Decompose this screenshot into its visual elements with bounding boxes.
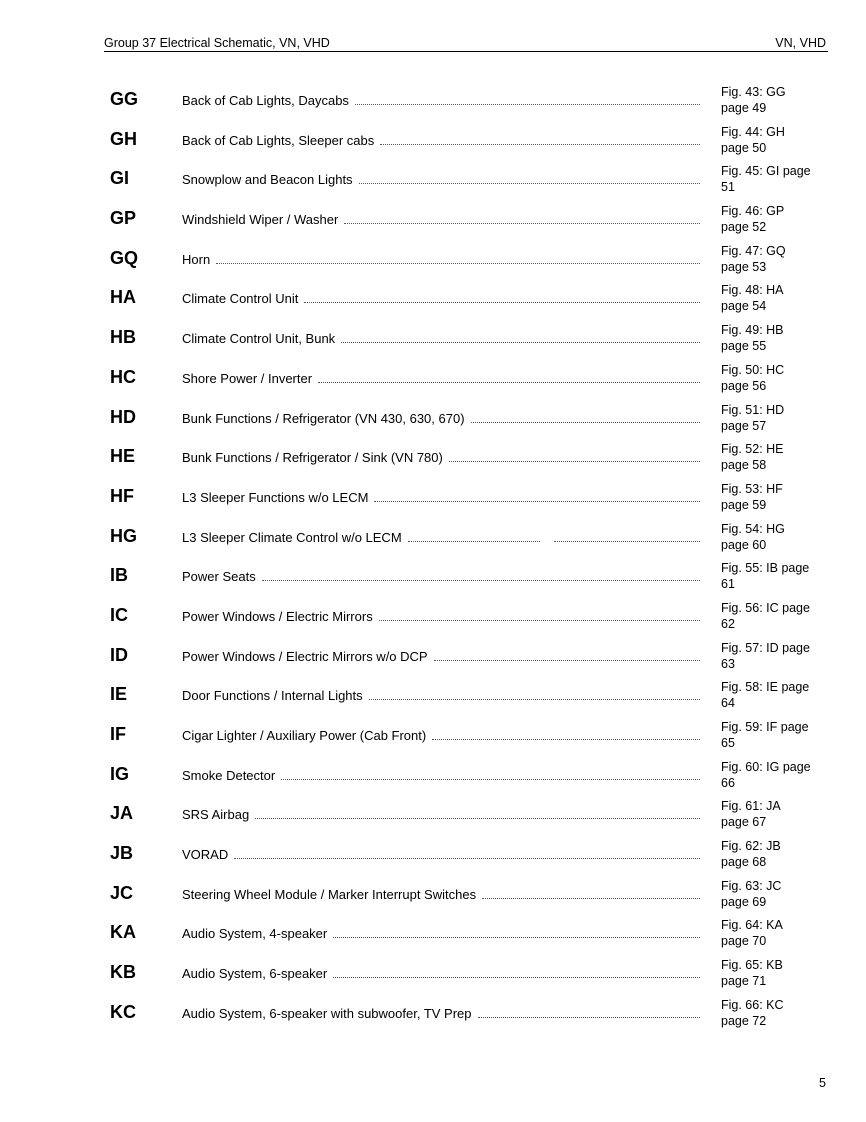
entry-code: GI [110,168,130,189]
entry-title-line [182,966,700,981]
figure-page: page 72 [721,1013,767,1028]
dot-leader [216,253,700,264]
figure-reference[interactable] [721,203,821,235]
entry-title[interactable]: Power Windows / Electric Mirrors w/o DCP [182,648,428,664]
figure-page: 51 [721,180,735,195]
dot-leader [471,412,700,423]
entry-title[interactable]: Smoke Detector [182,767,276,783]
toc-entry[interactable] [0,835,866,875]
figure-label: Fig. 61: JA [721,799,781,814]
entry-title[interactable]: Bunk Functions / Refrigerator / Sink (VN 780) [182,450,443,466]
entry-title-line [182,768,700,783]
figure-reference[interactable] [721,838,821,870]
figure-page: 63 [721,656,735,671]
dot-leader [482,888,700,899]
dot-leader [255,808,700,819]
entry-title-line [182,93,700,108]
entry-code: HA [110,287,136,308]
entry-code: JB [110,843,134,864]
toc-list [0,81,866,1034]
entry-title[interactable]: SRS Airbag [182,807,250,823]
figure-label: Fig. 64: KA [721,918,783,933]
toc-entry[interactable] [0,676,866,716]
figure-reference[interactable] [721,362,821,394]
entry-code: HF [110,485,134,506]
entry-code: KC [110,1001,136,1022]
figure-reference[interactable] [721,481,821,513]
entry-title-line [182,490,700,505]
figure-page: page 53 [721,259,767,274]
dot-leader [369,689,700,700]
entry-title[interactable]: Horn [182,251,211,267]
figure-page: page 52 [721,220,767,235]
figure-page: page 55 [721,339,767,354]
toc-entry[interactable] [0,160,866,200]
header-title: Group 37 Electrical Schematic, VN, VHD [104,36,330,50]
toc-entry[interactable] [0,81,866,121]
figure-reference[interactable] [721,560,821,592]
figure-label: Fig. 63: JC [721,878,782,893]
dot-leader [554,531,700,542]
entry-title-line [182,331,700,346]
toc-entry[interactable] [0,914,866,954]
entry-title-line [182,807,700,822]
toc-entry[interactable] [0,121,866,161]
entry-title[interactable]: Back of Cab Lights, Daycabs [182,93,349,108]
toc-entry[interactable] [0,279,866,319]
figure-reference[interactable] [721,243,821,275]
entry-title-line [182,172,700,187]
dot-leader [318,372,700,383]
entry-code: IB [110,565,128,586]
toc-entry[interactable] [0,518,866,558]
dot-leader [304,292,700,303]
figure-reference[interactable] [721,640,821,672]
figure-reference[interactable] [721,163,821,195]
figure-label: Fig. 45: GI page [721,164,811,179]
figure-label: Fig. 55: IB page [721,561,810,576]
entry-code: GP [110,208,137,229]
figure-label: Fig. 46: GP [721,204,785,219]
figure-label: Fig. 50: HC [721,362,785,377]
dot-leader [281,769,700,780]
entry-title-line [182,1006,700,1021]
entry-title-line [182,212,700,227]
entry-title-line [182,728,700,743]
toc-entry[interactable] [0,438,866,478]
entry-title[interactable]: Power Windows / Electric Mirrors [182,608,373,624]
figure-reference[interactable] [721,957,821,989]
figure-page: 62 [721,616,735,631]
entry-code: IG [110,763,130,784]
figure-label: Fig. 52: HE [721,442,784,457]
header-rule [104,51,828,52]
figure-page: page 69 [721,894,767,909]
toc-entry[interactable] [0,875,866,915]
entry-title[interactable]: Bunk Functions / Refrigerator (VN 430, 630, 670) [182,410,465,426]
figure-reference[interactable] [721,441,821,473]
figure-label: Fig. 65: KB [721,958,783,973]
toc-entry[interactable] [0,994,866,1034]
entry-code: JC [110,882,134,903]
figure-label: Fig. 58: IE page [721,680,810,695]
figure-reference[interactable] [721,521,821,553]
figure-page: page 50 [721,140,767,155]
figure-page: page 58 [721,458,767,473]
entry-code: IF [110,724,126,744]
entry-title[interactable]: Door Functions / Internal Lights [182,688,363,704]
entry-title-line [182,609,700,624]
entry-title-line [182,411,700,426]
toc-entry[interactable] [0,200,866,240]
figure-page: page 68 [721,855,767,870]
entry-code: HE [110,446,136,467]
entry-title[interactable]: Back of Cab Lights, Sleeper cabs [182,132,375,148]
dot-leader [432,729,700,740]
figure-page: page 49 [721,101,767,115]
entry-title[interactable]: Audio System, 6-speaker with subwoofer, TV Prep [182,1005,472,1021]
figure-label: Fig. 66: KC [721,997,784,1012]
dot-leader [434,650,700,661]
figure-reference[interactable] [721,917,821,949]
figure-label: Fig. 62: JB [721,839,781,854]
figure-reference[interactable] [721,124,821,156]
entry-title[interactable]: Windshield Wiper / Washer [182,212,339,228]
entry-title-line [182,926,700,941]
dot-leader [449,451,700,462]
entry-title[interactable]: Snowplow and Beacon Lights [182,172,353,188]
toc-entry[interactable] [0,716,866,756]
dot-leader [344,213,700,224]
figure-label: Fig. 51: HD [721,402,785,417]
dot-leader [333,927,700,938]
figure-reference[interactable] [721,322,821,354]
entry-title-line [182,688,700,703]
figure-label: Fig. 44: GH [721,124,785,139]
dot-leader [333,967,700,978]
dot-leader [359,173,700,184]
entry-code: HC [110,366,136,387]
entry-title[interactable]: Steering Wheel Module / Marker Interrupt Switches [182,886,477,902]
toc-entry[interactable] [0,478,866,518]
dot-leader [262,570,700,581]
entry-title[interactable]: VORAD [182,847,229,863]
entry-title-line [182,569,700,584]
figure-page: 66 [721,775,735,790]
figure-page: page 59 [721,497,767,512]
entry-title[interactable]: Power Seats [182,569,256,585]
figure-label: Fig. 48: HA [721,283,784,298]
figure-page: page 60 [721,537,767,552]
entry-title-line [182,133,700,148]
entry-title[interactable]: Audio System, 6-speaker [182,966,328,982]
entry-code: HD [110,406,136,427]
figure-page: 64 [721,696,735,711]
entry-title-line [182,450,700,465]
figure-reference[interactable] [721,997,821,1029]
figure-reference[interactable] [721,84,821,116]
toc-entry[interactable] [0,954,866,994]
entry-code: GH [110,128,137,149]
dot-leader [379,610,700,621]
dot-leader [341,332,700,343]
toc-entry[interactable] [0,637,866,677]
figure-label: Fig. 59: IF page [721,720,809,734]
entry-code: JA [110,803,134,824]
toc-entry[interactable] [0,597,866,637]
dot-leader [478,1007,700,1018]
figure-label: Fig. 43: GG [721,85,786,99]
entry-code: KB [110,962,136,983]
figure-page: page 57 [721,418,767,433]
figure-page: page 71 [721,974,767,989]
figure-page: page 67 [721,815,767,830]
figure-label: Fig. 53: HF [721,481,783,496]
entry-title[interactable]: Audio System, 4-speaker [182,926,328,942]
entry-title[interactable]: Climate Control Unit, Bunk [182,331,336,347]
header-model: VN, VHD [775,36,826,50]
figure-reference[interactable] [721,719,821,751]
toc-entry[interactable] [0,557,866,597]
figure-label: Fig. 56: IC page [721,600,810,615]
toc-entry[interactable] [0,399,866,439]
entry-code: KA [110,922,136,943]
figure-page: page 54 [721,299,767,314]
entry-code: HB [110,327,136,348]
entry-code: IC [110,604,128,625]
toc-entry[interactable] [0,756,866,796]
entry-title-line [182,252,700,267]
dot-leader [374,491,700,502]
figure-page: 65 [721,736,735,750]
figure-reference[interactable] [721,759,821,791]
toc-entry[interactable] [0,319,866,359]
entry-title[interactable]: L3 Sleeper Climate Control w/o LECM [182,529,402,545]
figure-reference[interactable] [721,600,821,632]
entry-code: ID [110,644,128,665]
entry-code: GG [110,89,139,109]
entry-title-line [182,847,700,862]
page-number: 5 [819,1076,826,1090]
figure-label: Fig. 49: HB [721,323,784,338]
figure-page: page 56 [721,378,767,393]
entry-title[interactable]: Climate Control Unit [182,291,299,307]
entry-title[interactable]: Shore Power / Inverter [182,370,313,386]
figure-page: 61 [721,577,735,592]
entry-code: GQ [110,247,139,268]
toc-entry[interactable] [0,359,866,399]
dot-leader [355,94,700,105]
entry-title[interactable]: Cigar Lighter / Auxiliary Power (Cab Front) [182,728,427,743]
figure-label: Fig. 60: IG page [721,759,811,774]
figure-reference[interactable] [721,282,821,314]
figure-page: page 70 [721,934,767,949]
figure-reference[interactable] [721,679,821,711]
figure-reference[interactable] [721,798,821,830]
figure-label: Fig. 57: ID page [721,640,810,655]
toc-entry[interactable] [0,240,866,280]
entry-title-line [182,530,700,545]
dot-leader [234,848,700,859]
entry-code: IE [110,684,128,705]
dot-leader [380,134,700,145]
figure-reference[interactable] [721,402,821,434]
entry-title-line [182,649,700,664]
entry-title[interactable]: L3 Sleeper Functions w/o LECM [182,489,369,505]
entry-title-line [182,291,700,306]
figure-reference[interactable] [721,878,821,910]
entry-title-line [182,371,700,386]
toc-entry[interactable] [0,795,866,835]
entry-code: HG [110,525,137,546]
entry-title-line [182,887,700,902]
dot-leader [408,531,540,542]
figure-label: Fig. 54: HG [721,521,785,536]
figure-label: Fig. 47: GQ [721,243,786,258]
